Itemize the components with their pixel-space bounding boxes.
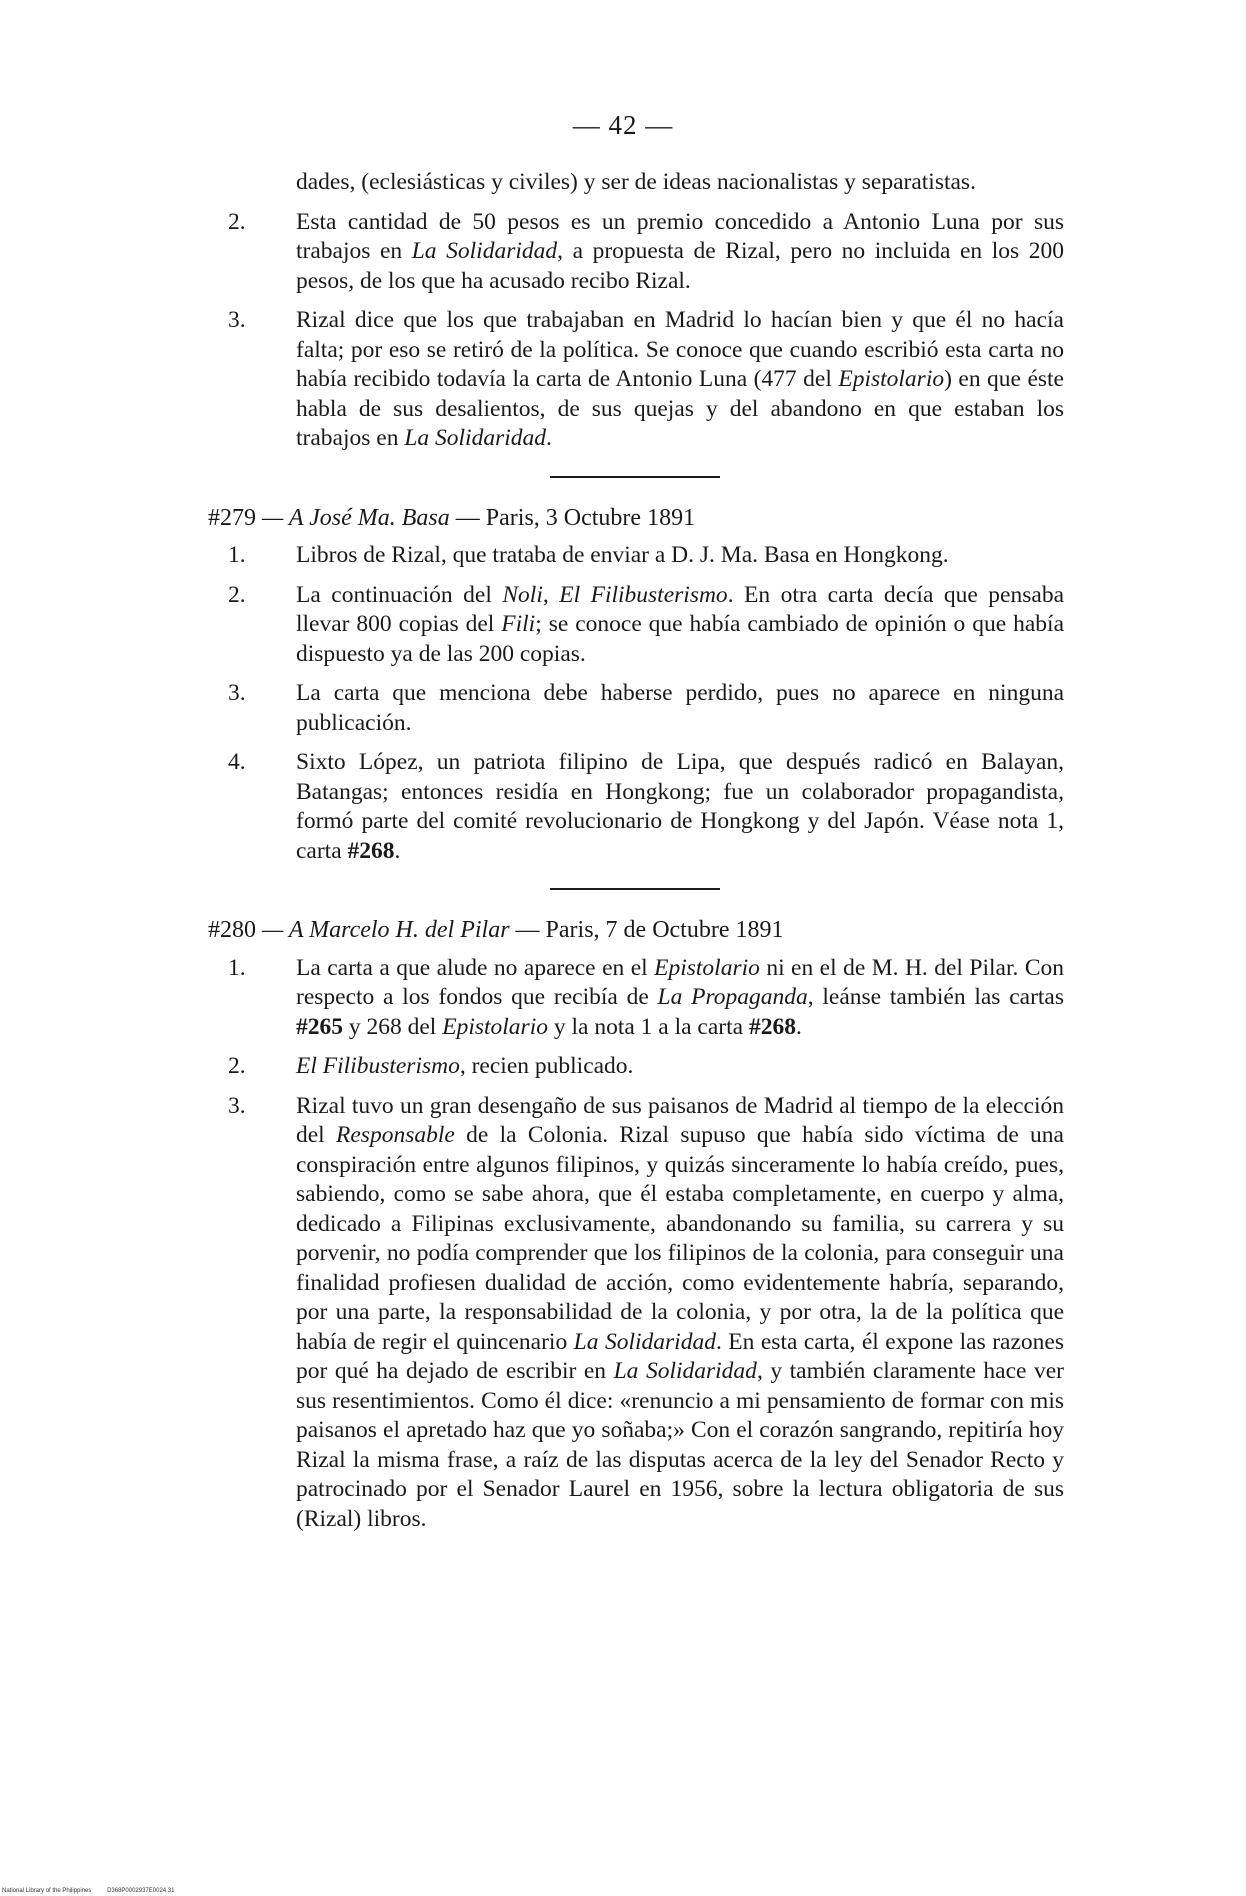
letter-280-heading (208, 916, 1064, 946)
note-number: 3. (228, 680, 246, 706)
section-divider (550, 476, 720, 478)
letter-280-number: #280 (208, 917, 256, 943)
letter-279-notes (208, 541, 1064, 866)
note-text: Sixto López, un patriota filipino de Lipa, que después radicó en Balayan, Batangas; entonces residía en Hongkong; fue un colaborador propagandista, formó parte del comité revolucionario de Hongkong y del Japón. Véase nota 1, carta #268. (296, 749, 1064, 864)
letter-279-place-date: — Paris, 3 Octubre 1891 (455, 504, 696, 531)
letter-280-recipient: — A Marcelo H. del Pilar (262, 917, 510, 943)
footer-code: D368P0002937E0024.31 (107, 1888, 175, 1894)
note-number: 3. (228, 1092, 246, 1119)
notes-previous-letter (208, 208, 1064, 454)
previous-letter-note-1 (208, 208, 1064, 297)
letter-280-note-1 (208, 954, 1064, 1043)
note-number: 2. (228, 1053, 246, 1079)
note-number: 1. (228, 542, 246, 568)
letter-279-note-2 (208, 581, 1064, 670)
note-text: La carta a que alude no aparece en el Epistolario ni en el de M. H. del Pilar. Con respecto a los fondos que recibía de La Propaganda, leánse también las cartas #265 y 268 del Epistolario y la nota 1 a la carta #268. (296, 954, 1065, 1040)
letter-280-note-2 (208, 1052, 1064, 1082)
note-number: 2. (228, 208, 246, 235)
letter-279-note-3 (208, 679, 1064, 738)
letter-279-note-4 (208, 748, 1064, 866)
letter-280-note-3 (208, 1092, 1064, 1535)
note-text: Esta cantidad de 50 pesos es un premio concedido a Antonio Luna por sus trabajos en La Solidaridad, a propuesta de Rizal, pero no incluida en los 200 pesos, de los que ha acusado recibo Rizal. (296, 208, 1065, 294)
note-text: Rizal dice que los que trabajaban en Madrid lo hacían bien y que él no hacía falta; por eso se retiró de la política. Se conoce que cuando escribió esta carta no había recibido todavía la carta de Antonio Luna (477 del Epistolario) en que éste habla de sus desalientos, de sus quejas y del abandono en que estaban los trabajos en La Solidaridad. (296, 307, 1064, 451)
scan-footer (2, 1888, 188, 1894)
note-number: 4. (228, 749, 246, 775)
letter-280-notes (208, 954, 1064, 1535)
footer-institution: National Library of the Philippines (2, 1888, 92, 1894)
letter-279-recipient: — A José Ma. Basa (262, 504, 450, 531)
page-number: — 42 — (572, 110, 674, 140)
note-number: 2. (228, 581, 246, 608)
note-number: 3. (228, 307, 246, 333)
letter-280-place-date: — Paris, 7 de Octubre 1891 (515, 917, 784, 943)
note-number: 1. (228, 954, 246, 981)
page-content (208, 168, 1064, 1544)
note-text: La carta que menciona debe haberse perdido, pues no aparece en ninguna publicación. (296, 680, 1064, 736)
section-divider (550, 888, 720, 890)
note-text: Rizal tuvo un gran desengaño de sus paisanos de Madrid al tiempo de la elección del Responsable de la Colonia. Rizal supuso que había sido víctima de una conspiración entre algunos filipinos, y quizás sinceramente lo había creído, pues, sabiendo, como se sabe ahora, que él estaba completamente, en cuerpo y alma, dedicado a Filipinas exclusivamente, abandonando su familia, su carrera y su porvenir, no podía comprender que los filipinos de la colonia, para conseguir una finalidad profiesen dualidad de acción, como evidentemente habría, separando, por una parte, la responsabilidad de la colonia, y por otra, la de la política que había de regir el quincenario La Solidaridad. En esta carta, él expone las razones por qué ha dejado de escribir en La Solidaridad, y también claramente hace ver sus resentimientos. Como él dice: «renuncio a mi pensamiento de formar con mis paisanos el apretado haz que yo soñaba;» Con el corazón sangrando, repitiría hoy Rizal la misma frase, a raíz de las disputas acerca de la ley del Senador Recto y patrocinado por el Senador Laurel en 1956, sobre la lectura obligatoria de sus (Rizal) libros. (296, 1092, 1065, 1532)
previous-letter-note-2 (208, 306, 1064, 454)
note-text: El Filibusterismo, recien publicado. (296, 1053, 634, 1079)
letter-279-number: #279 (208, 504, 256, 531)
letter-279-note-1 (208, 541, 1064, 571)
intro-paragraph: dades, (eclesiásticas y civiles) y ser de ideas nacionalistas y separatistas. (296, 169, 976, 195)
letter-279-heading (208, 504, 1064, 534)
note-text: Libros de Rizal, que trataba de enviar a D. J. Ma. Basa en Hongkong. (296, 542, 949, 568)
note-text: La continuación del Noli, El Filibusterismo. En otra carta decía que pensaba llevar 800 copias del Fili; se conoce que había cambiado de opinión o que había dispuesto ya de las 200 copias. (296, 581, 1065, 667)
